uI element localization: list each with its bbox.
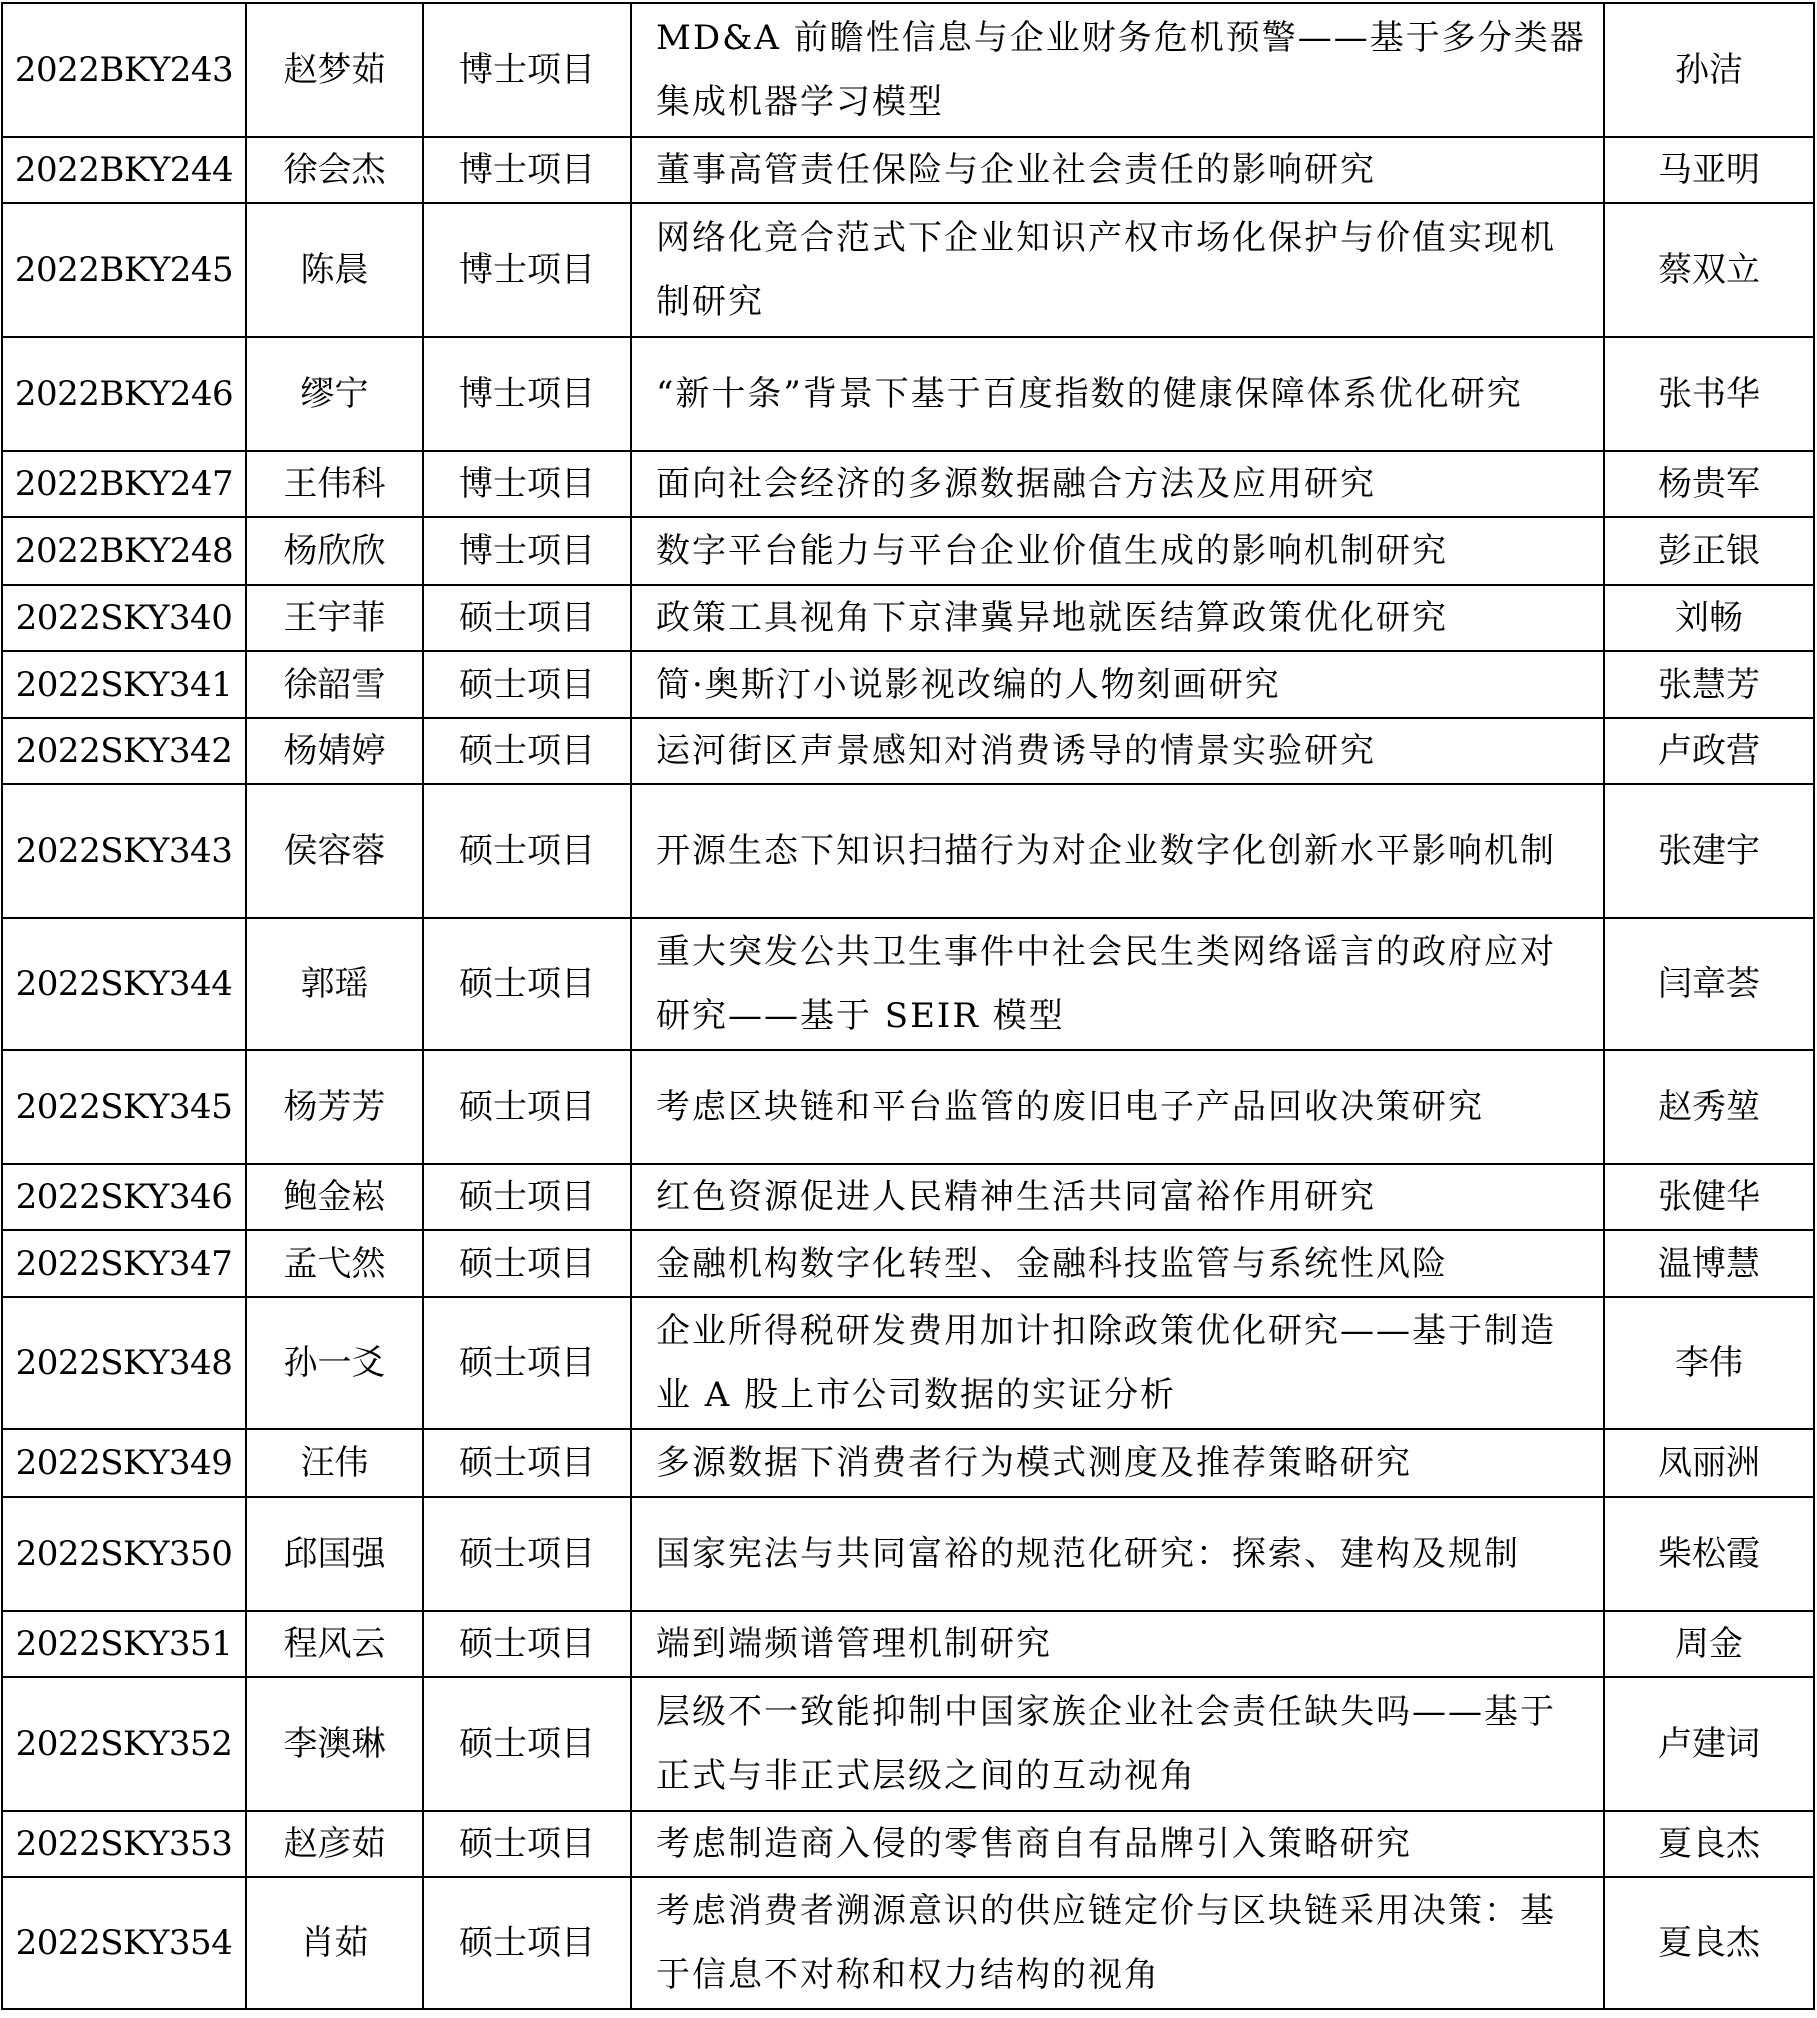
project-type: 博士项目 (423, 3, 631, 137)
table-row (2, 1164, 1814, 1230)
student-name: 杨婧婷 (246, 718, 423, 784)
project-title: MD&A 前瞻性信息与企业财务危机预警——基于多分类器集成机器学习模型 (631, 3, 1604, 137)
student-name: 杨欣欣 (246, 517, 423, 585)
student-name: 邱国强 (246, 1497, 423, 1611)
project-id: 2022SKY347 (2, 1230, 246, 1297)
project-title: 国家宪法与共同富裕的规范化研究：探索、建构及规制 (631, 1497, 1604, 1611)
project-id: 2022BKY248 (2, 517, 246, 585)
project-id: 2022SKY349 (2, 1429, 246, 1497)
advisor-name: 马亚明 (1604, 137, 1814, 203)
project-title: 数字平台能力与平台企业价值生成的影响机制研究 (631, 517, 1604, 585)
project-type: 硕士项目 (423, 1677, 631, 1811)
student-name: 缪宁 (246, 337, 423, 451)
project-table (1, 2, 1815, 2010)
project-title: 层级不一致能抑制中国家族企业社会责任缺失吗——基于正式与非正式层级之间的互动视角 (631, 1677, 1604, 1811)
table-row (2, 203, 1814, 337)
project-type: 硕士项目 (423, 784, 631, 918)
project-title: 企业所得税研发费用加计扣除政策优化研究——基于制造业 A 股上市公司数据的实证分析 (631, 1297, 1604, 1429)
advisor-name: 卢政营 (1604, 718, 1814, 784)
advisor-name: 夏良杰 (1604, 1811, 1814, 1877)
advisor-name: 柴松霞 (1604, 1497, 1814, 1611)
project-type: 博士项目 (423, 451, 631, 517)
table-row (2, 517, 1814, 585)
project-id: 2022SKY353 (2, 1811, 246, 1877)
student-name: 肖茹 (246, 1877, 423, 2009)
student-name: 徐韶雪 (246, 651, 423, 718)
project-type: 博士项目 (423, 137, 631, 203)
table-row (2, 1050, 1814, 1164)
project-id: 2022SKY342 (2, 718, 246, 784)
table-row (2, 1611, 1814, 1677)
project-title: 端到端频谱管理机制研究 (631, 1611, 1604, 1677)
project-id: 2022BKY246 (2, 337, 246, 451)
student-name: 孟弋然 (246, 1230, 423, 1297)
project-title: 红色资源促进人民精神生活共同富裕作用研究 (631, 1164, 1604, 1230)
student-name: 汪伟 (246, 1429, 423, 1497)
project-id: 2022SKY344 (2, 918, 246, 1050)
table-row (2, 3, 1814, 137)
project-title: 考虑制造商入侵的零售商自有品牌引入策略研究 (631, 1811, 1604, 1877)
project-title: 考虑消费者溯源意识的供应链定价与区块链采用决策：基于信息不对称和权力结构的视角 (631, 1877, 1604, 2009)
student-name: 王伟科 (246, 451, 423, 517)
project-id: 2022SKY343 (2, 784, 246, 918)
advisor-name: 蔡双立 (1604, 203, 1814, 337)
advisor-name: 卢建词 (1604, 1677, 1814, 1811)
project-title: 金融机构数字化转型、金融科技监管与系统性风险 (631, 1230, 1604, 1297)
project-title: 多源数据下消费者行为模式测度及推荐策略研究 (631, 1429, 1604, 1497)
project-type: 硕士项目 (423, 1497, 631, 1611)
project-title: 简·奥斯汀小说影视改编的人物刻画研究 (631, 651, 1604, 718)
advisor-name: 孙洁 (1604, 3, 1814, 137)
project-type: 博士项目 (423, 337, 631, 451)
table-row (2, 585, 1814, 651)
project-id: 2022SKY348 (2, 1297, 246, 1429)
table-row (2, 918, 1814, 1050)
project-id: 2022SKY350 (2, 1497, 246, 1611)
table-row (2, 137, 1814, 203)
student-name: 郭瑶 (246, 918, 423, 1050)
project-type: 硕士项目 (423, 1611, 631, 1677)
project-title: 网络化竞合范式下企业知识产权市场化保护与价值实现机制研究 (631, 203, 1604, 337)
project-id: 2022SKY346 (2, 1164, 246, 1230)
student-name: 陈晨 (246, 203, 423, 337)
project-id: 2022BKY245 (2, 203, 246, 337)
student-name: 杨芳芳 (246, 1050, 423, 1164)
project-id: 2022SKY354 (2, 1877, 246, 2009)
project-type: 硕士项目 (423, 585, 631, 651)
table-row (2, 1429, 1814, 1497)
project-type: 硕士项目 (423, 918, 631, 1050)
project-type: 博士项目 (423, 517, 631, 585)
table-row (2, 1497, 1814, 1611)
table-row (2, 451, 1814, 517)
project-title: 政策工具视角下京津冀异地就医结算政策优化研究 (631, 585, 1604, 651)
project-id: 2022BKY247 (2, 451, 246, 517)
project-type: 硕士项目 (423, 1297, 631, 1429)
project-id: 2022BKY243 (2, 3, 246, 137)
table-row (2, 1297, 1814, 1429)
project-type: 硕士项目 (423, 1877, 631, 2009)
project-type: 博士项目 (423, 203, 631, 337)
project-type: 硕士项目 (423, 718, 631, 784)
student-name: 孙一爻 (246, 1297, 423, 1429)
project-id: 2022SKY352 (2, 1677, 246, 1811)
advisor-name: 温博慧 (1604, 1230, 1814, 1297)
project-title: 考虑区块链和平台监管的废旧电子产品回收决策研究 (631, 1050, 1604, 1164)
project-type: 硕士项目 (423, 1230, 631, 1297)
project-id: 2022SKY341 (2, 651, 246, 718)
project-title: 开源生态下知识扫描行为对企业数字化创新水平影响机制 (631, 784, 1604, 918)
student-name: 王宇菲 (246, 585, 423, 651)
project-title: 面向社会经济的多源数据融合方法及应用研究 (631, 451, 1604, 517)
advisor-name: 闫章荟 (1604, 918, 1814, 1050)
student-name: 鲍金崧 (246, 1164, 423, 1230)
table-row (2, 718, 1814, 784)
student-name: 徐会杰 (246, 137, 423, 203)
project-id: 2022BKY244 (2, 137, 246, 203)
advisor-name: 彭正银 (1604, 517, 1814, 585)
advisor-name: 张慧芳 (1604, 651, 1814, 718)
table-row (2, 1811, 1814, 1877)
advisor-name: 李伟 (1604, 1297, 1814, 1429)
student-name: 赵梦茹 (246, 3, 423, 137)
project-title: 重大突发公共卫生事件中社会民生类网络谣言的政府应对研究——基于 SEIR 模型 (631, 918, 1604, 1050)
project-id: 2022SKY340 (2, 585, 246, 651)
project-id: 2022SKY345 (2, 1050, 246, 1164)
advisor-name: 赵秀堃 (1604, 1050, 1814, 1164)
student-name: 李澳琳 (246, 1677, 423, 1811)
project-type: 硕士项目 (423, 1164, 631, 1230)
advisor-name: 夏良杰 (1604, 1877, 1814, 2009)
table-row (2, 784, 1814, 918)
advisor-name: 凤丽洲 (1604, 1429, 1814, 1497)
table-row (2, 1877, 1814, 2009)
student-name: 程风云 (246, 1611, 423, 1677)
project-type: 硕士项目 (423, 651, 631, 718)
student-name: 侯容蓉 (246, 784, 423, 918)
table-row (2, 1677, 1814, 1811)
project-title: 运河街区声景感知对消费诱导的情景实验研究 (631, 718, 1604, 784)
advisor-name: 张建宇 (1604, 784, 1814, 918)
advisor-name: 杨贵军 (1604, 451, 1814, 517)
project-type: 硕士项目 (423, 1811, 631, 1877)
project-title: “新十条”背景下基于百度指数的健康保障体系优化研究 (631, 337, 1604, 451)
project-title: 董事高管责任保险与企业社会责任的影响研究 (631, 137, 1604, 203)
student-name: 赵彦茹 (246, 1811, 423, 1877)
project-type: 硕士项目 (423, 1050, 631, 1164)
advisor-name: 刘畅 (1604, 585, 1814, 651)
advisor-name: 张健华 (1604, 1164, 1814, 1230)
project-type: 硕士项目 (423, 1429, 631, 1497)
table-row (2, 337, 1814, 451)
advisor-name: 张书华 (1604, 337, 1814, 451)
table-row (2, 651, 1814, 718)
project-id: 2022SKY351 (2, 1611, 246, 1677)
advisor-name: 周金 (1604, 1611, 1814, 1677)
table-row (2, 1230, 1814, 1297)
